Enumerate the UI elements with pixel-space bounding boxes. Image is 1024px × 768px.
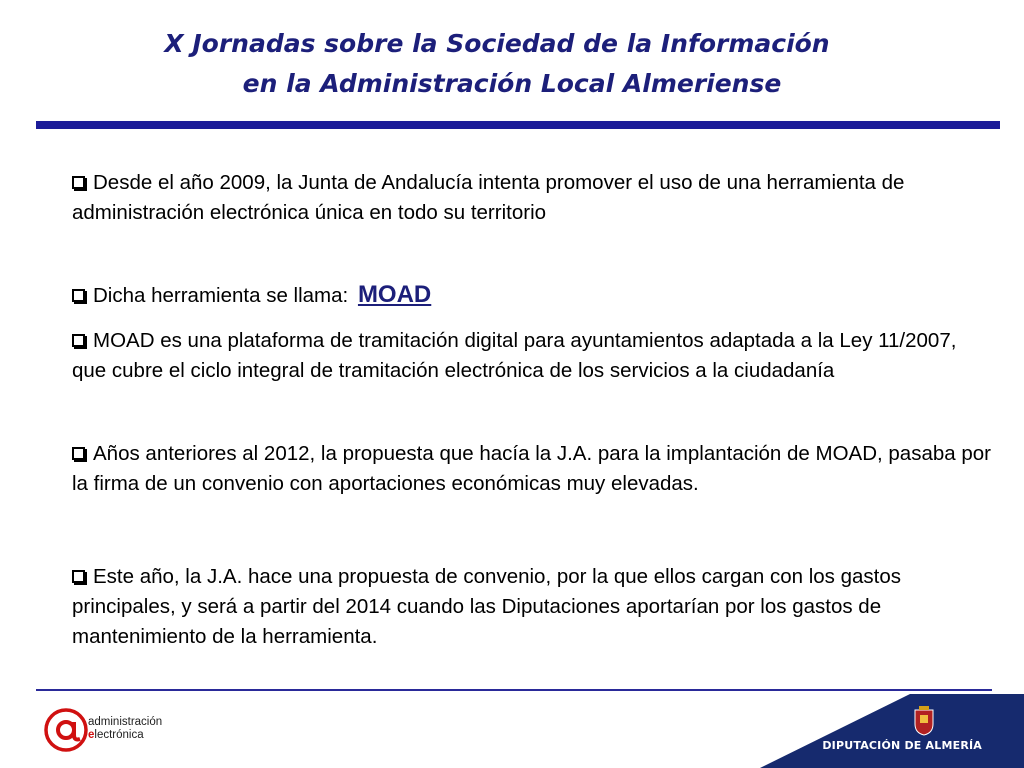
slide-title xyxy=(0,24,1024,104)
bullet-item xyxy=(72,326,992,386)
bullet-text: Dicha herramienta se llama: xyxy=(93,284,349,307)
title-line-1: X Jornadas sobre la Sociedad de la Información xyxy=(164,29,830,58)
bullet-item xyxy=(72,280,992,311)
administracion-electronica-logo xyxy=(44,708,204,756)
bullet-text: Desde el año 2009, la Junta de Andalucía intenta promover el uso de una herramienta de administración electrónica única en todo su territorio xyxy=(72,171,905,224)
footer-divider xyxy=(36,689,992,691)
bullet-text: Años anteriores al 2012, la propuesta que hacía la J.A. para la implantación de MOAD, pasaba por la firma de un convenio con aportaciones económicas muy elevadas. xyxy=(72,442,991,495)
diputacion-almeria-label: DIPUTACIÓN DE ALMERÍA xyxy=(822,739,982,752)
checkbox-bullet-icon xyxy=(72,570,85,583)
bullet-text: MOAD es una plataforma de tramitación digital para ayuntamientos adaptada a la Ley 11/2007, que cubre el ciclo integral de tramitación electrónica de los servicios a la ciudadanía xyxy=(72,329,957,382)
checkbox-bullet-icon xyxy=(72,176,85,189)
moad-highlight: MOAD xyxy=(357,281,432,308)
logo-text xyxy=(88,716,162,742)
logo-initial: e xyxy=(88,729,95,741)
bullet-item xyxy=(72,168,992,228)
title-divider xyxy=(36,121,1000,129)
title-line-2: en la Administración Local Almeriense xyxy=(242,69,782,98)
checkbox-bullet-icon xyxy=(72,334,85,347)
logo-rest: lectrónica xyxy=(94,729,144,741)
diputacion-banner xyxy=(760,694,1024,768)
logo-text-line-1: administración xyxy=(88,716,163,728)
checkbox-bullet-icon xyxy=(72,447,85,460)
bullet-item xyxy=(72,439,992,499)
bullet-text: Este año, la J.A. hace una propuesta de convenio, por la que ellos cargan con los gastos principales, y será a partir del 2014 cuando las Diputaciones aportarían por los gastos de mantenimiento de la herramienta. xyxy=(72,565,901,648)
logo-text-line-2 xyxy=(88,729,162,742)
bullet-item xyxy=(72,562,992,652)
checkbox-bullet-icon xyxy=(72,289,85,302)
coat-of-arms-icon xyxy=(913,706,935,736)
at-sign-icon xyxy=(44,708,88,752)
